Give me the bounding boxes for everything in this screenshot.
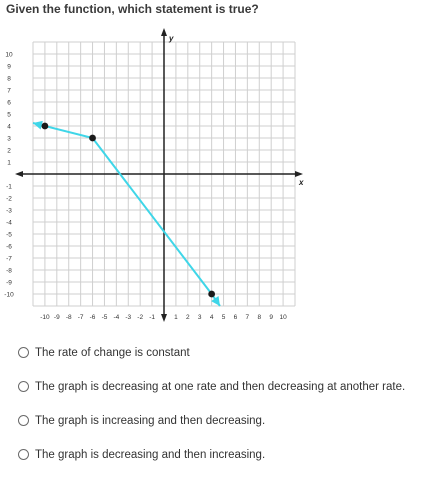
- radio-button[interactable]: [18, 449, 29, 460]
- x-tick-label: -9: [53, 314, 60, 321]
- data-point: [42, 123, 49, 130]
- y-tick-label: 3: [7, 135, 11, 143]
- x-tick-label: 10: [279, 314, 287, 321]
- y-tick-label: -3: [6, 207, 12, 215]
- line-arrow-bottom: [211, 296, 220, 306]
- y-tick-label: -1: [6, 183, 12, 191]
- y-tick-label: 2: [7, 147, 11, 155]
- question-text: Given the function, which statement is true?: [6, 2, 259, 16]
- y-tick-label: -4: [6, 219, 12, 227]
- y-tick-label: 7: [7, 87, 11, 95]
- y-tick-label: -9: [6, 279, 12, 287]
- x-tick-label: 6: [233, 314, 238, 321]
- x-axis-arrow-left: [15, 171, 23, 177]
- option-3[interactable]: [18, 412, 432, 429]
- y-axis-arrow-down: [161, 314, 167, 322]
- y-tick-label: 8: [7, 75, 11, 83]
- option-label: The graph is increasing and then decreasing.: [35, 414, 266, 427]
- x-axis-arrow-right: [295, 171, 303, 177]
- x-tick-label: -3: [125, 314, 132, 321]
- y-tick-label: 5: [7, 111, 11, 119]
- y-tick-label: 1: [7, 159, 11, 167]
- x-axis-label: x: [299, 178, 304, 187]
- option-2[interactable]: [18, 378, 432, 395]
- option-4[interactable]: [18, 446, 432, 463]
- y-tick-label: 4: [7, 123, 11, 131]
- option-1[interactable]: [18, 344, 432, 361]
- radio-button[interactable]: [18, 381, 29, 392]
- y-axis-label: y: [169, 34, 174, 43]
- line-arrow-left: [33, 121, 43, 130]
- x-tick-label: -5: [101, 314, 108, 321]
- option-label: The rate of change is constant: [35, 346, 190, 359]
- data-point: [89, 135, 96, 142]
- x-tick-label: 5: [221, 314, 226, 321]
- function-graph: [0, 22, 434, 332]
- y-tick-label: 10: [5, 51, 13, 59]
- y-tick-label: 9: [7, 63, 11, 71]
- y-tick-label: -7: [6, 255, 12, 263]
- answer-options: [18, 344, 432, 480]
- y-tick-label: -5: [6, 231, 12, 239]
- option-label: The graph is decreasing at one rate and then decreasing at another rate.: [35, 380, 406, 393]
- radio-button[interactable]: [18, 347, 29, 358]
- y-tick-label: -2: [6, 195, 12, 203]
- y-tick-label: -6: [6, 243, 12, 251]
- x-tick-label: 3: [197, 314, 202, 321]
- x-tick-label: -8: [65, 314, 72, 321]
- x-tick-label: 4: [209, 314, 214, 321]
- y-tick-label: -8: [6, 267, 12, 275]
- radio-button[interactable]: [18, 415, 29, 426]
- y-tick-label: -10: [4, 291, 14, 299]
- x-tick-label: 7: [245, 314, 250, 321]
- x-tick-label: 9: [269, 314, 273, 321]
- x-tick-label: -7: [77, 314, 84, 321]
- data-point: [208, 291, 215, 298]
- x-tick-label: -4: [113, 314, 120, 321]
- x-tick-label: 2: [186, 314, 190, 321]
- x-tick-label: 1: [174, 314, 178, 321]
- x-tick-label: 8: [257, 314, 262, 321]
- x-tick-label: -10: [40, 314, 50, 321]
- y-tick-label: 6: [7, 99, 11, 107]
- x-tick-label: -6: [89, 314, 96, 321]
- x-tick-label: -1: [149, 314, 155, 321]
- option-label: The graph is decreasing and then increasing.: [35, 448, 266, 461]
- y-axis-arrow-up: [161, 28, 167, 36]
- graph-svg: [0, 22, 434, 332]
- x-tick-label: -2: [137, 314, 144, 321]
